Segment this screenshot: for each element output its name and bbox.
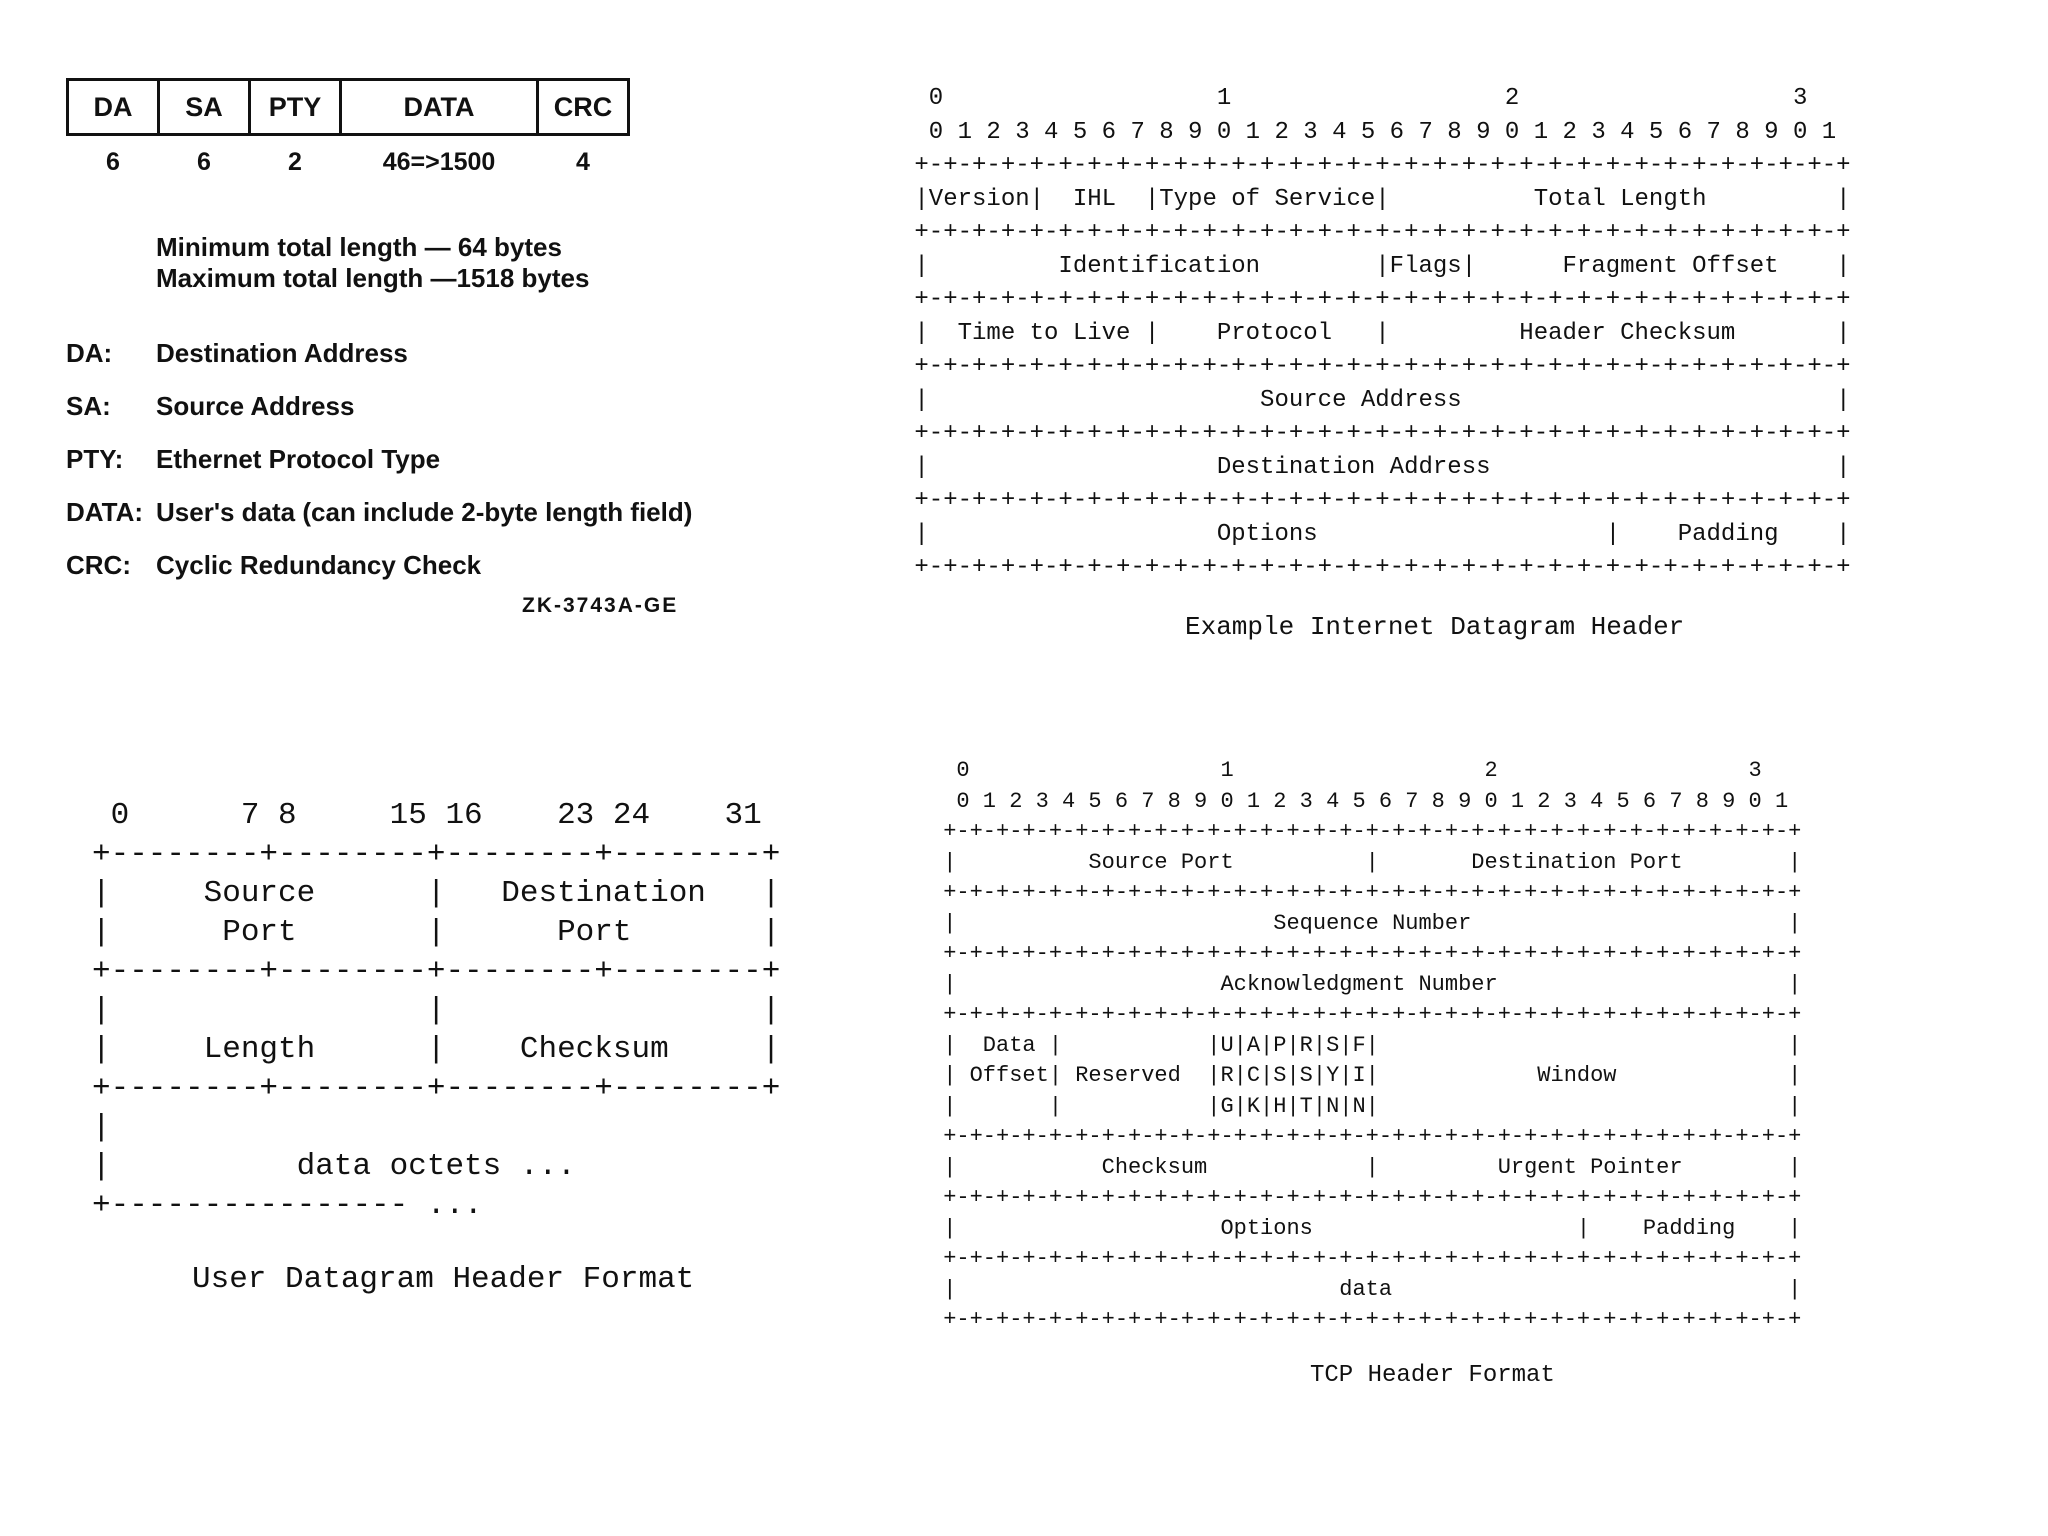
- frame-size-pty: 2: [288, 148, 302, 176]
- tcp-header-caption: TCP Header Format: [1310, 1362, 1555, 1389]
- udp-header-caption: User Datagram Header Format: [192, 1262, 695, 1297]
- max-length-note: Maximum total length —1518 bytes: [156, 263, 590, 293]
- frame-field-pty: PTY: [250, 80, 341, 135]
- udp-header-diagram: 0 7 8 15 16 23 24 31 +--------+--------+--------+--------+ | Source | Destination | | Port | Port | +--------+--------+--------+--------+ | | | | Length | Checksum | +--------+--------+--------+--------+ | | data octets ... +---------------- ...: [92, 798, 781, 1223]
- legend-definition: Ethernet Protocol Type: [156, 444, 441, 474]
- frame-size-sa: 6: [197, 148, 211, 176]
- legend-item: [66, 444, 786, 478]
- ethernet-frame-panel: [66, 78, 786, 638]
- ip-header-panel: [900, 82, 2000, 662]
- ip-header-caption: Example Internet Datagram Header: [1185, 612, 1685, 642]
- legend-abbr: DA:: [66, 338, 113, 368]
- legend-definition: Source Address: [156, 391, 355, 421]
- frame-size-data: 46=>1500: [382, 148, 496, 176]
- legend-abbr: SA:: [66, 391, 111, 421]
- legend-item: [66, 391, 786, 425]
- frame-size-crc: 4: [576, 148, 590, 176]
- legend-abbr: CRC:: [66, 550, 131, 580]
- frame-field-data: DATA: [341, 80, 538, 135]
- ip-header-diagram: 0 1 2 3 0 1 2 3 4 5 6 7 8 9 0 1 2 3 4 5 6 7 8 9 0 1 2 3 4 5 6 7 8 9 0 1 +-+-+-+-+-+-+-+-+-+-+-+-+-+-+-+-+-+-+-+-+-+-+-+-+-+-+-+-+-+-+-+-+ |Version| IHL |Type of Service| Total Length | +-+-+-+-+-+-+-+-+-+-+-+-+-+-+-+-+-+-+-+-+-+-+-+-+-+-+-+-+-+-+-+-+ | Identification |Flags| Fragment Offset | +-+-+-+-+-+-+-+-+-+-+-+-+-+-+-+-+-+-+-+-+-+-+-+-+-+-+-+-+-+-+-+-+ | Time to Live | Protocol | Header Checksum | +-+-+-+-+-+-+-+-+-+-+-+-+-+-+-+-+-+-+-+-+-+-+-+-+-+-+-+-+-+-+-+-+ | Source Address | +-+-+-+-+-+-+-+-+-+-+-+-+-+-+-+-+-+-+-+-+-+-+-+-+-+-+-+-+-+-+-+-+ | Destination Address | +-+-+-+-+-+-+-+-+-+-+-+-+-+-+-+-+-+-+-+-+-+-+-+-+-+-+-+-+-+-+-+-+ | Options | Padding | +-+-+-+-+-+-+-+-+-+-+-+-+-+-+-+-+-+-+-+-+-+-+-+-+-+-+-+-+-+-+-+-+: [914, 85, 1851, 581]
- frame-size-da: 6: [106, 148, 120, 176]
- ethernet-frame-table: [66, 78, 630, 136]
- udp-header-panel: [92, 796, 852, 1316]
- tcp-header-diagram: 0 1 2 3 0 1 2 3 4 5 6 7 8 9 0 1 2 3 4 5 6 7 8 9 0 1 2 3 4 5 6 7 8 9 0 1 +-+-+-+-+-+-+-+-+-+-+-+-+-+-+-+-+-+-+-+-+-+-+-+-+-+-+-+-+-+-+-+-+ | Source Port | Destination Port | +-+-+-+-+-+-+-+-+-+-+-+-+-+-+-+-+-+-+-+-+-+-+-+-+-+-+-+-+-+-+-+-+ | Sequence Number | +-+-+-+-+-+-+-+-+-+-+-+-+-+-+-+-+-+-+-+-+-+-+-+-+-+-+-+-+-+-+-+-+ | Acknowledgment Number | +-+-+-+-+-+-+-+-+-+-+-+-+-+-+-+-+-+-+-+-+-+-+-+-+-+-+-+-+-+-+-+-+ | Data | |U|A|P|R|S|F| | | Offset| Reserved |R|C|S|S|Y|I| Window | | | |G|K|H|T|N|N| | +-+-+-+-+-+-+-+-+-+-+-+-+-+-+-+-+-+-+-+-+-+-+-+-+-+-+-+-+-+-+-+-+ | Checksum | Urgent Pointer | +-+-+-+-+-+-+-+-+-+-+-+-+-+-+-+-+-+-+-+-+-+-+-+-+-+-+-+-+-+-+-+-+ | Options | Padding | +-+-+-+-+-+-+-+-+-+-+-+-+-+-+-+-+-+-+-+-+-+-+-+-+-+-+-+-+-+-+-+-+ | data | +-+-+-+-+-+-+-+-+-+-+-+-+-+-+-+-+-+-+-+-+-+-+-+-+-+-+-+-+-+-+-+-+: [943, 758, 1802, 1332]
- legend-definition: Destination Address: [156, 338, 408, 368]
- frame-field-crc: CRC: [538, 80, 629, 135]
- legend-abbr: DATA:: [66, 497, 144, 527]
- frame-field-sa: SA: [159, 80, 250, 135]
- legend-item: [66, 497, 786, 531]
- legend-item: [66, 550, 786, 584]
- min-length-note: Minimum total length — 64 bytes: [156, 232, 562, 262]
- legend-item: [66, 338, 786, 372]
- legend-definition: Cyclic Redundancy Check: [156, 550, 482, 580]
- legend-abbr: PTY:: [66, 444, 124, 474]
- figure-code: ZK-3743A-GE: [522, 594, 679, 617]
- legend-definition: User's data (can include 2-byte length field): [156, 497, 693, 527]
- frame-field-da: DA: [68, 80, 159, 135]
- tcp-header-panel: [930, 756, 1990, 1416]
